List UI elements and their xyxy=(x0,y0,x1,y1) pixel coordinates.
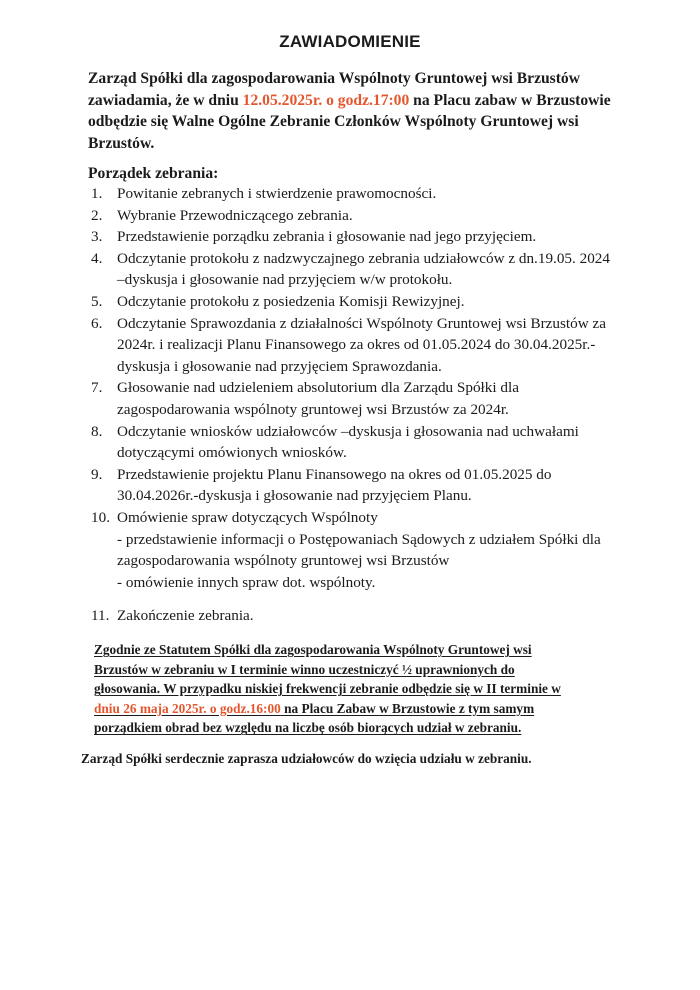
agenda-item-number: 4. xyxy=(91,249,103,267)
agenda-item-number: 8. xyxy=(91,422,103,440)
agenda-item-number: 9. xyxy=(91,465,103,483)
agenda-item-text: Głosowanie nad udzieleniem absolutorium dla Zarządu Spółki dla zagospodarowania wspólnoty gruntowej wsi Brzustów za 2024r. xyxy=(117,379,519,418)
agenda-item-text: Wybranie Przewodniczącego zebrania. xyxy=(117,206,353,224)
closing-invitation: Zarząd Spółki serdecznie zaprasza udziałowców do wzięcia udziału w zebraniu. xyxy=(81,751,532,766)
statute-text-part1: Zgodnie ze Statutem Spółki dla zagospodarowania Wspólnoty Gruntowej wsi Brzustów w zebraniu w I terminie winno uczestniczyć ½ uprawnionych do głosowania. W przypadku niskiej frekwencji zebranie odbędzie się w II terminie w xyxy=(94,642,561,697)
statute-notice xyxy=(94,640,584,738)
agenda-item xyxy=(91,291,611,313)
intro-text-part1: Zarząd Spółki dla zagospodarowania Wspólnoty Gruntowej wsi Brzustów zawiadamia, że w dniu xyxy=(88,70,580,109)
agenda-item-number: 11. xyxy=(91,607,110,625)
agenda-item xyxy=(91,313,611,378)
agenda-item-text: Przedstawienie projektu Planu Finansowego na okres od 01.05.2025 do 30.04.2026r.-dyskusja i głosowanie nad przyjęciem Planu. xyxy=(117,465,552,505)
agenda-item-text: Powitanie zebranych i stwierdzenie prawomocności. xyxy=(117,185,437,202)
intro-text-part2: na Placu zabaw w Brzustowie odbędzie się Walne Ogólne Zebranie Członków Wspólnoty Gruntowej wsi Brzustów. xyxy=(88,91,611,152)
agenda-item xyxy=(91,377,611,420)
agenda-item xyxy=(91,248,611,291)
agenda-item-number: 10. xyxy=(91,508,110,526)
agenda-item-number: 2. xyxy=(91,206,103,224)
agenda-list xyxy=(91,183,611,627)
agenda-item-text: Odczytanie Sprawozdania z działalności Wspólnoty Gruntowej wsi Brzustów za 2024r. i realizacji Planu Finansowego za okres od 01.05.2024 do 30.04.2025r.- dyskusja i głosowanie nad przyjęciem Sprawozdania. xyxy=(117,314,606,375)
agenda-item xyxy=(91,226,611,248)
agenda-heading: Porządek zebrania: xyxy=(88,165,219,182)
agenda-item xyxy=(91,183,611,205)
agenda-item xyxy=(91,421,611,464)
agenda-item-number: 1. xyxy=(91,185,103,202)
agenda-item-number: 6. xyxy=(91,314,103,332)
agenda-subitem: - omówienie innych spraw dot. wspólnoty. xyxy=(117,573,376,591)
agenda-item xyxy=(91,464,611,507)
agenda-item xyxy=(91,605,611,627)
second-term-date-time: dniu 26 maja 2025r. o godz.16:00 xyxy=(94,700,281,716)
intro-paragraph xyxy=(88,68,628,154)
agenda-item-number: 3. xyxy=(91,228,103,246)
document-title: ZAWIADOMIENIE xyxy=(279,32,421,51)
agenda-item-text: Odczytanie protokołu z posiedzenia Komisji Rewizyjnej. xyxy=(117,292,465,310)
agenda-item-text: Omówienie spraw dotyczących Wspólnoty xyxy=(117,508,378,526)
agenda-item-text: Odczytanie wniosków udziałowców –dyskusja i głosowania nad uchwałami dotyczącymi omówionych wniosków. xyxy=(117,422,579,462)
agenda-item xyxy=(91,205,611,227)
agenda-item-number: 5. xyxy=(91,292,103,310)
agenda-item xyxy=(91,507,611,529)
agenda-item-number: 7. xyxy=(91,379,103,397)
agenda-item-text: Przedstawienie porządku zebrania i głosowanie nad jego przyjęciem. xyxy=(117,228,537,246)
statute-text-part2: na Placu Zabaw w Brzustowie z tym samym porządkiem obrad bez względu na liczbę osób biorących udział w zebraniu. xyxy=(94,700,535,736)
agenda-item-text: Odczytanie protokołu z nadzwyczajnego zebrania udziałowców z dn.19.05. 2024 –dyskusja i głosowanie nad przyjęciem w/w protokołu. xyxy=(117,249,610,289)
meeting-date-time: 12.05.2025r. o godz.17:00 xyxy=(242,91,410,109)
agenda-item-text: Zakończenie zebrania. xyxy=(117,607,254,625)
agenda-subitem: - przedstawienie informacji o Postępowaniach Sądowych z udziałem Spółki dla zagospodarowania wspólnoty gruntowej wsi Brzustów xyxy=(117,530,601,570)
